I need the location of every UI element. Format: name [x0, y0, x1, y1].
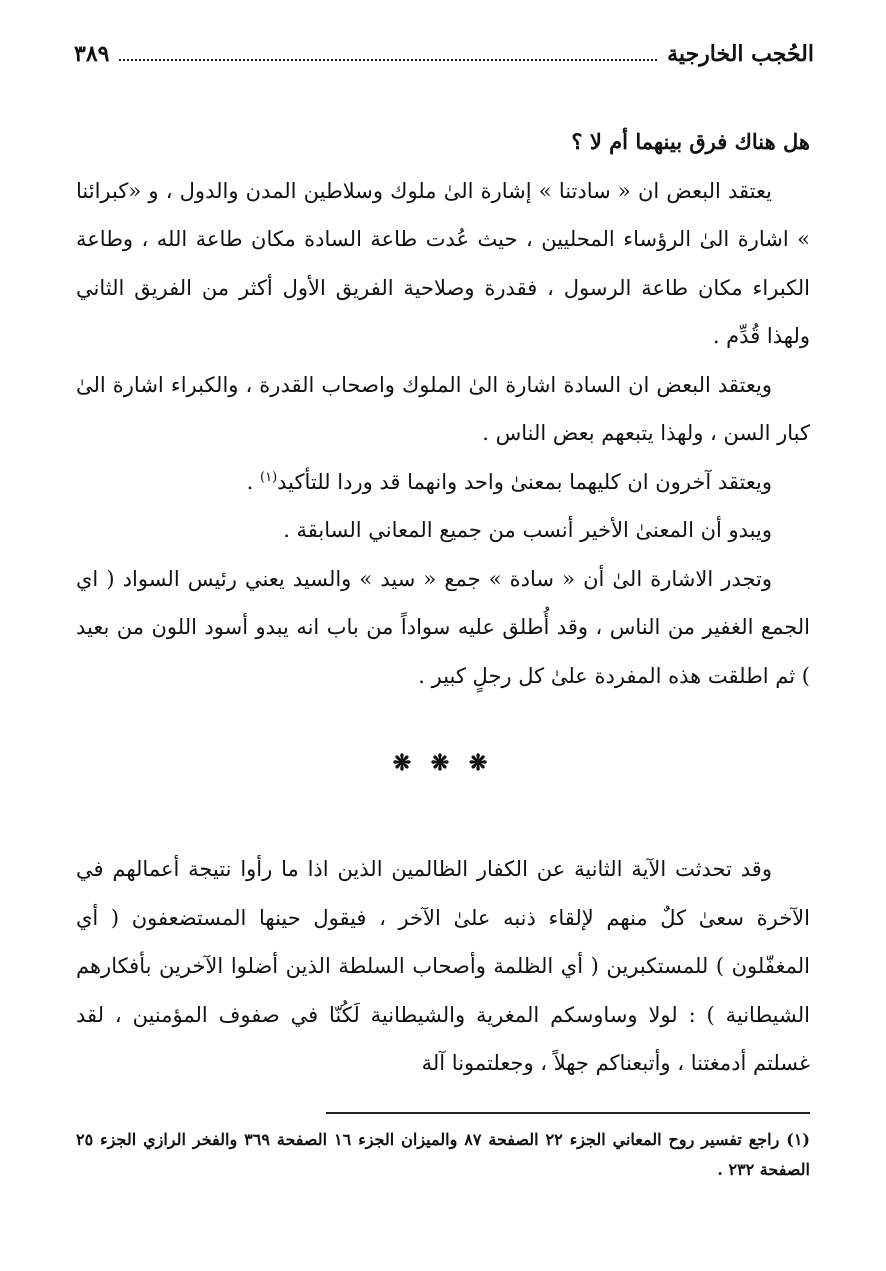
- paragraph-5: وتجدر الاشارة الىٰ أن « سادة » جمع « سيد » والسيد يعني رئيس السواد ( اي الجمع الغفير من الناس ، وقد أُطلق عليه سواداً من باب انه يبدو أسود اللون من بعيد ) ثم اطلقت هذه المفردة علىٰ كل رجلٍ كبير .: [76, 566, 810, 688]
- section-separator: ❋ ❋ ❋: [392, 750, 494, 776]
- paragraph-3-text: ويعتقد آخرون ان كليهما بمعنىٰ واحد وانهما قد وردا للتأكيد: [277, 469, 772, 494]
- footnote-text: (١) راجع تفسير روح المعاني الجزء ٢٢ الصفحة ٨٧ والميزان الجزء ١٦ الصفحة ٣٦٩ والفخر الرازي الجزء ٢٥ الصفحة ٢٣٢ .: [76, 1130, 810, 1179]
- dot-leader: [119, 59, 657, 61]
- paragraph-4: ويبدو أن المعنىٰ الأخير أنسب من جميع المعاني السابقة .: [283, 518, 772, 542]
- main-text: [76, 118, 810, 700]
- running-header: [74, 32, 814, 76]
- page-number: ٣٨٩: [74, 41, 110, 67]
- paragraph-2: ويعتقد البعض ان السادة اشارة الىٰ الملوك واصحاب القدرة ، والكبراء اشارة الىٰ كبار السن ، ولهذا يتبعهم بعض الناس .: [76, 372, 810, 445]
- chapter-title: الحُجب الخارجية: [667, 41, 814, 67]
- question-paragraph: هل هناك فرق بينهما أم لا ؟: [571, 129, 810, 154]
- paragraph-3: ويعتقد آخرون ان كليهما بمعنىٰ واحد وانهما قد وردا للتأكيد$^{(١)}$ .: [246, 469, 772, 494]
- footnote-divider: [326, 1112, 810, 1114]
- main-text-continued: [76, 845, 810, 1088]
- paragraph-6: وقد تحدثت الآية الثانية عن الكفار الظالمين الذين اذا ما رأوا نتيجة أعمالهم في الآخرة سعىٰ كلٌ منهم لإلقاء ذنبه علىٰ الآخر ، فيقول حينها المستضعفون ( أي المغفّلون ) للمستكبرين ( أي الظلمة وأصحاب السلطة الذين أضلوا الآخرين بأفكارهم الشيطانية ) : لولا وساوسكم المغرية والشيطانية لَكُنّا في صفوف المؤمنين ، لقد غسلتم أدمغتنا ، وأتبعناكم جهلاً ، وجعلتمونا آلة: [76, 857, 810, 1075]
- footnote-reference: (١): [260, 469, 278, 485]
- paragraph-1: يعتقد البعض ان « سادتنا » إشارة الىٰ ملوك وسلاطين المدن والدول ، و «كبرائنا » اشارة الىٰ الرؤساء المحليين ، حيث عُدت طاعة السادة مكان طاعة الله ، وطاعة الكبراء مكان طاعة الرسول ، فقدرة وصلاحية الفريق الأول أكثر من الفريق الثاني ولهذا قُدِّم .: [76, 178, 810, 348]
- footnote: [76, 1125, 810, 1185]
